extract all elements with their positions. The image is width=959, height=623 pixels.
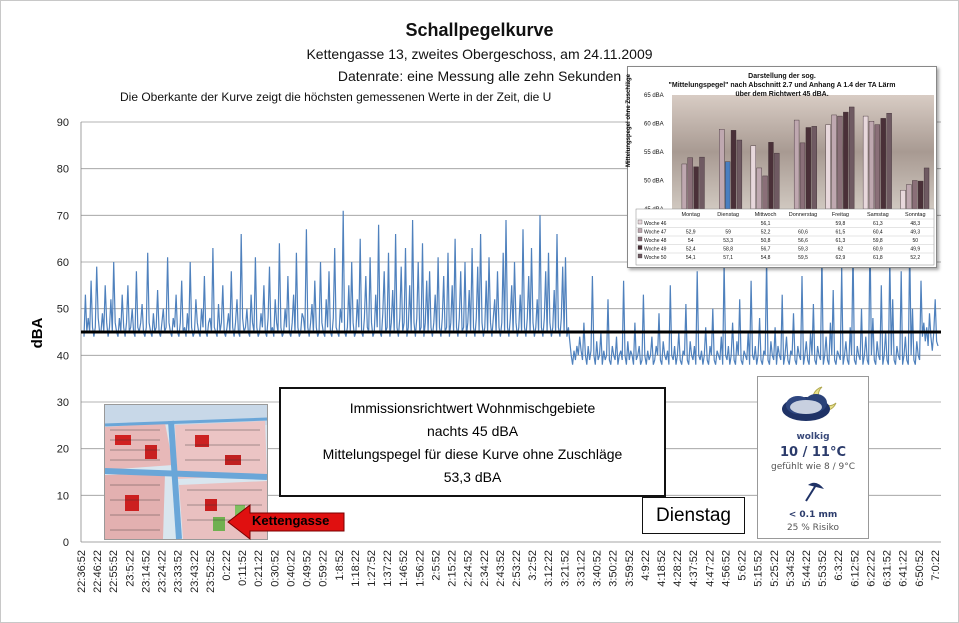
day-label: Dienstag	[642, 497, 745, 534]
inset-bar	[901, 190, 906, 209]
x-tick-label: 1:37:22	[382, 550, 395, 587]
inset-series-name: Woche 49	[644, 246, 667, 253]
inset-bar	[875, 125, 880, 209]
x-tick-label: 2:43:52	[494, 550, 507, 587]
inset-legend-swatch	[638, 254, 642, 258]
inset-bar	[918, 181, 923, 209]
inset-y-tick: 60 dBA	[644, 121, 664, 128]
inset-cell: 62	[837, 246, 844, 253]
inset-cell: 54,1	[685, 255, 696, 261]
y-tick-label: 0	[62, 537, 69, 549]
inset-bar	[806, 127, 811, 209]
immission-line2: nachts 45 dBA	[426, 423, 519, 439]
x-tick-label: 5:6:22	[736, 550, 749, 581]
inset-cell: 59,5	[798, 255, 808, 261]
inset-cell: 50	[912, 238, 919, 244]
inset-category: Freitag	[831, 212, 849, 218]
x-tick-label: 4:56:52	[720, 550, 733, 587]
inset-y-tick: 65 dBA	[644, 93, 664, 99]
inset-bar	[700, 157, 705, 209]
x-tick-label: 23:24:22	[156, 550, 169, 593]
inset-bar	[800, 143, 805, 209]
inset-bar	[757, 168, 762, 209]
inset-legend-swatch	[638, 229, 642, 233]
x-tick-label: 5:34:52	[784, 550, 797, 587]
x-tick-label: 4:47:22	[704, 550, 717, 587]
inset-category: Samstag	[866, 212, 889, 218]
x-tick-label: 0:59:22	[317, 550, 330, 587]
y-tick-label: 90	[56, 117, 69, 129]
inset-bar	[843, 112, 848, 209]
umbrella-icon	[758, 479, 868, 507]
inset-chart	[627, 66, 937, 268]
x-tick-label: 3:40:52	[591, 550, 604, 587]
x-tick-label: 6:50:52	[913, 550, 926, 587]
inset-bar	[924, 168, 929, 209]
inset-cell: 48,3	[910, 221, 921, 227]
x-tick-label: 22:46:22	[92, 550, 105, 593]
x-tick-label: 22:55:52	[108, 550, 121, 593]
inset-bar	[719, 129, 724, 209]
inset-bar	[869, 121, 874, 209]
inset-cell: 54,8	[760, 255, 771, 261]
immission-line3: Mittelungspegel für diese Kurve ohne Zuschläge	[322, 446, 623, 462]
inset-category: Dienstag	[717, 212, 740, 218]
weather-widget	[757, 376, 869, 539]
inset-series-name: Woche 47	[644, 229, 667, 236]
inset-cell: 53,3	[723, 238, 734, 244]
inset-y-tick: 50 dBA	[644, 178, 664, 185]
x-tick-label: 1:27:52	[366, 550, 378, 587]
inset-y-label: Mittelungspegel ohne Zuschläge	[626, 73, 632, 167]
inset-bar	[731, 130, 736, 209]
x-tick-label: 2:5:52	[430, 550, 443, 581]
x-tick-label: 2:34:22	[478, 550, 491, 587]
chart-subtitle-datarate: Datenrate: eine Messung alle zehn Sekunden	[337, 68, 622, 84]
x-tick-label: 6:31:52	[881, 550, 894, 587]
y-tick-label: 30	[56, 397, 69, 409]
inset-cell: 59	[725, 229, 731, 236]
x-tick-label: 0:49:52	[301, 550, 314, 587]
inset-cell: 49,3	[910, 229, 921, 236]
inset-cell: 56,7	[760, 246, 771, 253]
x-axis	[76, 550, 942, 593]
inset-cell: 60,9	[872, 246, 883, 253]
y-tick-label: 40	[56, 350, 69, 363]
inset-title	[628, 72, 936, 99]
inset-cell: 56,1	[760, 221, 771, 227]
y-axis-label: dBA	[29, 317, 46, 349]
map-label-kettengasse: Kettengasse	[252, 513, 330, 528]
inset-bar	[863, 116, 868, 209]
x-tick-label: 0:2:22	[221, 550, 233, 581]
inset-bar	[763, 176, 768, 209]
x-tick-label: 3:50:22	[607, 550, 620, 587]
x-tick-label: 5:53:52	[817, 550, 830, 587]
inset-cell: 52,2	[760, 229, 771, 236]
inset-cell: 61,3	[872, 221, 883, 227]
inset-bar	[906, 184, 911, 209]
inset-category: Donnerstag	[788, 212, 818, 218]
inset-bar	[832, 115, 837, 209]
x-tick-label: 3:21:52	[559, 550, 572, 587]
x-tick-label: 23:14:52	[140, 550, 153, 593]
x-tick-label: 22:36:52	[76, 550, 88, 593]
y-tick-label: 70	[56, 210, 69, 223]
inset-category: Mittwoch	[754, 212, 777, 218]
inset-cell: 61,3	[835, 238, 846, 244]
inset-category: Sonntag	[905, 212, 926, 218]
inset-cell: 56,6	[798, 238, 808, 244]
inset-cell: 60,4	[872, 229, 883, 236]
inset-cell: 52,9	[685, 229, 696, 236]
cloudy-moon-icon	[758, 381, 868, 433]
inset-cell: 59,8	[835, 221, 846, 227]
x-tick-label: 6:41:22	[897, 550, 910, 587]
inset-bar	[812, 126, 817, 209]
inset-bar	[751, 146, 756, 209]
inset-bar	[794, 120, 799, 209]
inset-bar	[881, 118, 886, 209]
x-tick-label: 4:37:52	[688, 550, 701, 587]
inset-y-tick: 55 dBA	[644, 150, 664, 156]
x-tick-label: 23:43:22	[188, 550, 201, 593]
weather-precipitation: < 0.1 mm	[788, 510, 838, 520]
inset-cell: 62,9	[835, 255, 846, 261]
x-tick-label: 3:12:22	[543, 550, 556, 587]
x-tick-label: 2:53:22	[511, 550, 523, 587]
x-tick-label: 1:46:52	[398, 550, 411, 587]
inset-bar	[912, 181, 917, 210]
inset-bar	[694, 167, 699, 209]
x-tick-label: 6:3:22	[833, 550, 846, 581]
inset-legend-swatch	[638, 220, 642, 224]
inset-legend-swatch	[638, 246, 642, 250]
weather-feels-like: gefühlt wie 8 / 9°C	[771, 462, 855, 472]
x-tick-label: 3:2:52	[527, 550, 540, 581]
inset-bar	[826, 125, 831, 209]
x-tick-label: 0:30:52	[269, 550, 282, 587]
y-tick-label: 50	[56, 303, 69, 316]
inset-series-name: Woche 46	[644, 221, 667, 227]
x-tick-label: 1:8:52	[333, 550, 346, 581]
x-tick-label: 5:25:22	[768, 550, 781, 587]
inset-cell: 57,1	[723, 255, 734, 261]
x-tick-label: 5:44:22	[801, 550, 813, 587]
inset-cell: 50,8	[760, 238, 771, 244]
inset-cell: 59,3	[798, 246, 808, 253]
x-tick-label: 5:15:52	[752, 550, 765, 587]
y-tick-label: 60	[56, 257, 69, 269]
x-tick-label: 4:9:22	[639, 550, 652, 581]
immission-line1: Immissionsrichtwert Wohnmischgebiete	[349, 400, 596, 416]
inset-cell: 52,4	[685, 246, 696, 253]
x-tick-label: 4:18:52	[656, 550, 668, 587]
x-tick-label: 6:22:22	[865, 550, 878, 587]
chart-subtitle-note: Die Oberkante der Kurve zeigt die höchsten gemessenen Werte in der Zeit, die U	[120, 90, 552, 104]
inset-title-line2: "Mittelungspegel" nach Abschnitt 2.7 und Anhang A 1.4 der TA Lärm	[668, 82, 896, 89]
y-tick-label: 80	[56, 163, 69, 176]
inset-bar	[725, 162, 730, 209]
x-tick-label: 1:18:22	[349, 550, 362, 587]
inset-bar	[774, 153, 779, 209]
inset-cell: 54	[687, 238, 694, 244]
inset-title-line1: Darstellung der sog.	[748, 73, 816, 80]
inset-legend-swatch	[638, 237, 642, 241]
x-tick-label: 23:33:52	[172, 550, 185, 593]
x-tick-label: 23:52:52	[204, 550, 217, 593]
x-tick-label: 4:28:22	[672, 550, 685, 587]
y-tick-label: 20	[56, 443, 69, 456]
x-tick-label: 23:5:22	[124, 550, 137, 587]
x-tick-label: 0:21:22	[253, 550, 266, 587]
inset-bar	[769, 142, 774, 209]
y-axis	[57, 117, 81, 549]
x-tick-label: 1:56:22	[414, 550, 427, 587]
inset-table	[636, 209, 934, 265]
inset-y-ticks	[644, 93, 664, 213]
x-tick-label: 7:0:22	[929, 550, 942, 581]
chart-subtitle-location: Kettengasse 13, zweites Obergeschoss, am 24.11.2009	[306, 46, 653, 62]
x-tick-label: 3:59:52	[623, 550, 636, 587]
x-tick-label: 2:15:22	[446, 550, 459, 587]
inset-cell: 52,2	[910, 255, 921, 261]
inset-cell: 59,8	[872, 238, 883, 244]
chart-title: Schallpegelkurve	[405, 20, 554, 40]
inset-bar	[688, 158, 693, 209]
inset-cell: 60,6	[798, 229, 808, 236]
inset-series-name: Woche 50	[644, 255, 667, 261]
x-tick-label: 2:24:52	[462, 550, 475, 587]
inset-bar	[682, 164, 687, 209]
immission-line4: 53,3 dBA	[443, 469, 502, 485]
inset-title-line3: über dem Richtwert 45 dBA.	[735, 91, 829, 98]
x-tick-label: 3:31:22	[575, 550, 588, 587]
y-tick-label: 10	[56, 490, 69, 503]
inset-bar	[837, 116, 842, 209]
x-tick-label: 0:40:22	[285, 550, 298, 587]
inset-cell: 49,9	[910, 246, 921, 253]
inset-cell: 61,5	[835, 229, 846, 236]
inset-bar	[737, 140, 742, 209]
inset-bar	[887, 113, 892, 209]
inset-cell: 58,8	[723, 246, 734, 253]
inset-bar	[849, 107, 854, 209]
weather-temperature: 10 / 11°C	[779, 445, 847, 460]
x-tick-label: 0:11:52	[237, 550, 250, 586]
inset-series-name: Woche 48	[644, 238, 667, 244]
inset-cell: 61,8	[872, 255, 883, 261]
weather-risk: 25 % Risiko	[786, 523, 840, 533]
x-tick-label: 6:12:52	[849, 550, 862, 587]
inset-category: Montag	[681, 212, 700, 218]
weather-condition: wolkig	[796, 432, 830, 442]
immission-box	[279, 387, 666, 497]
